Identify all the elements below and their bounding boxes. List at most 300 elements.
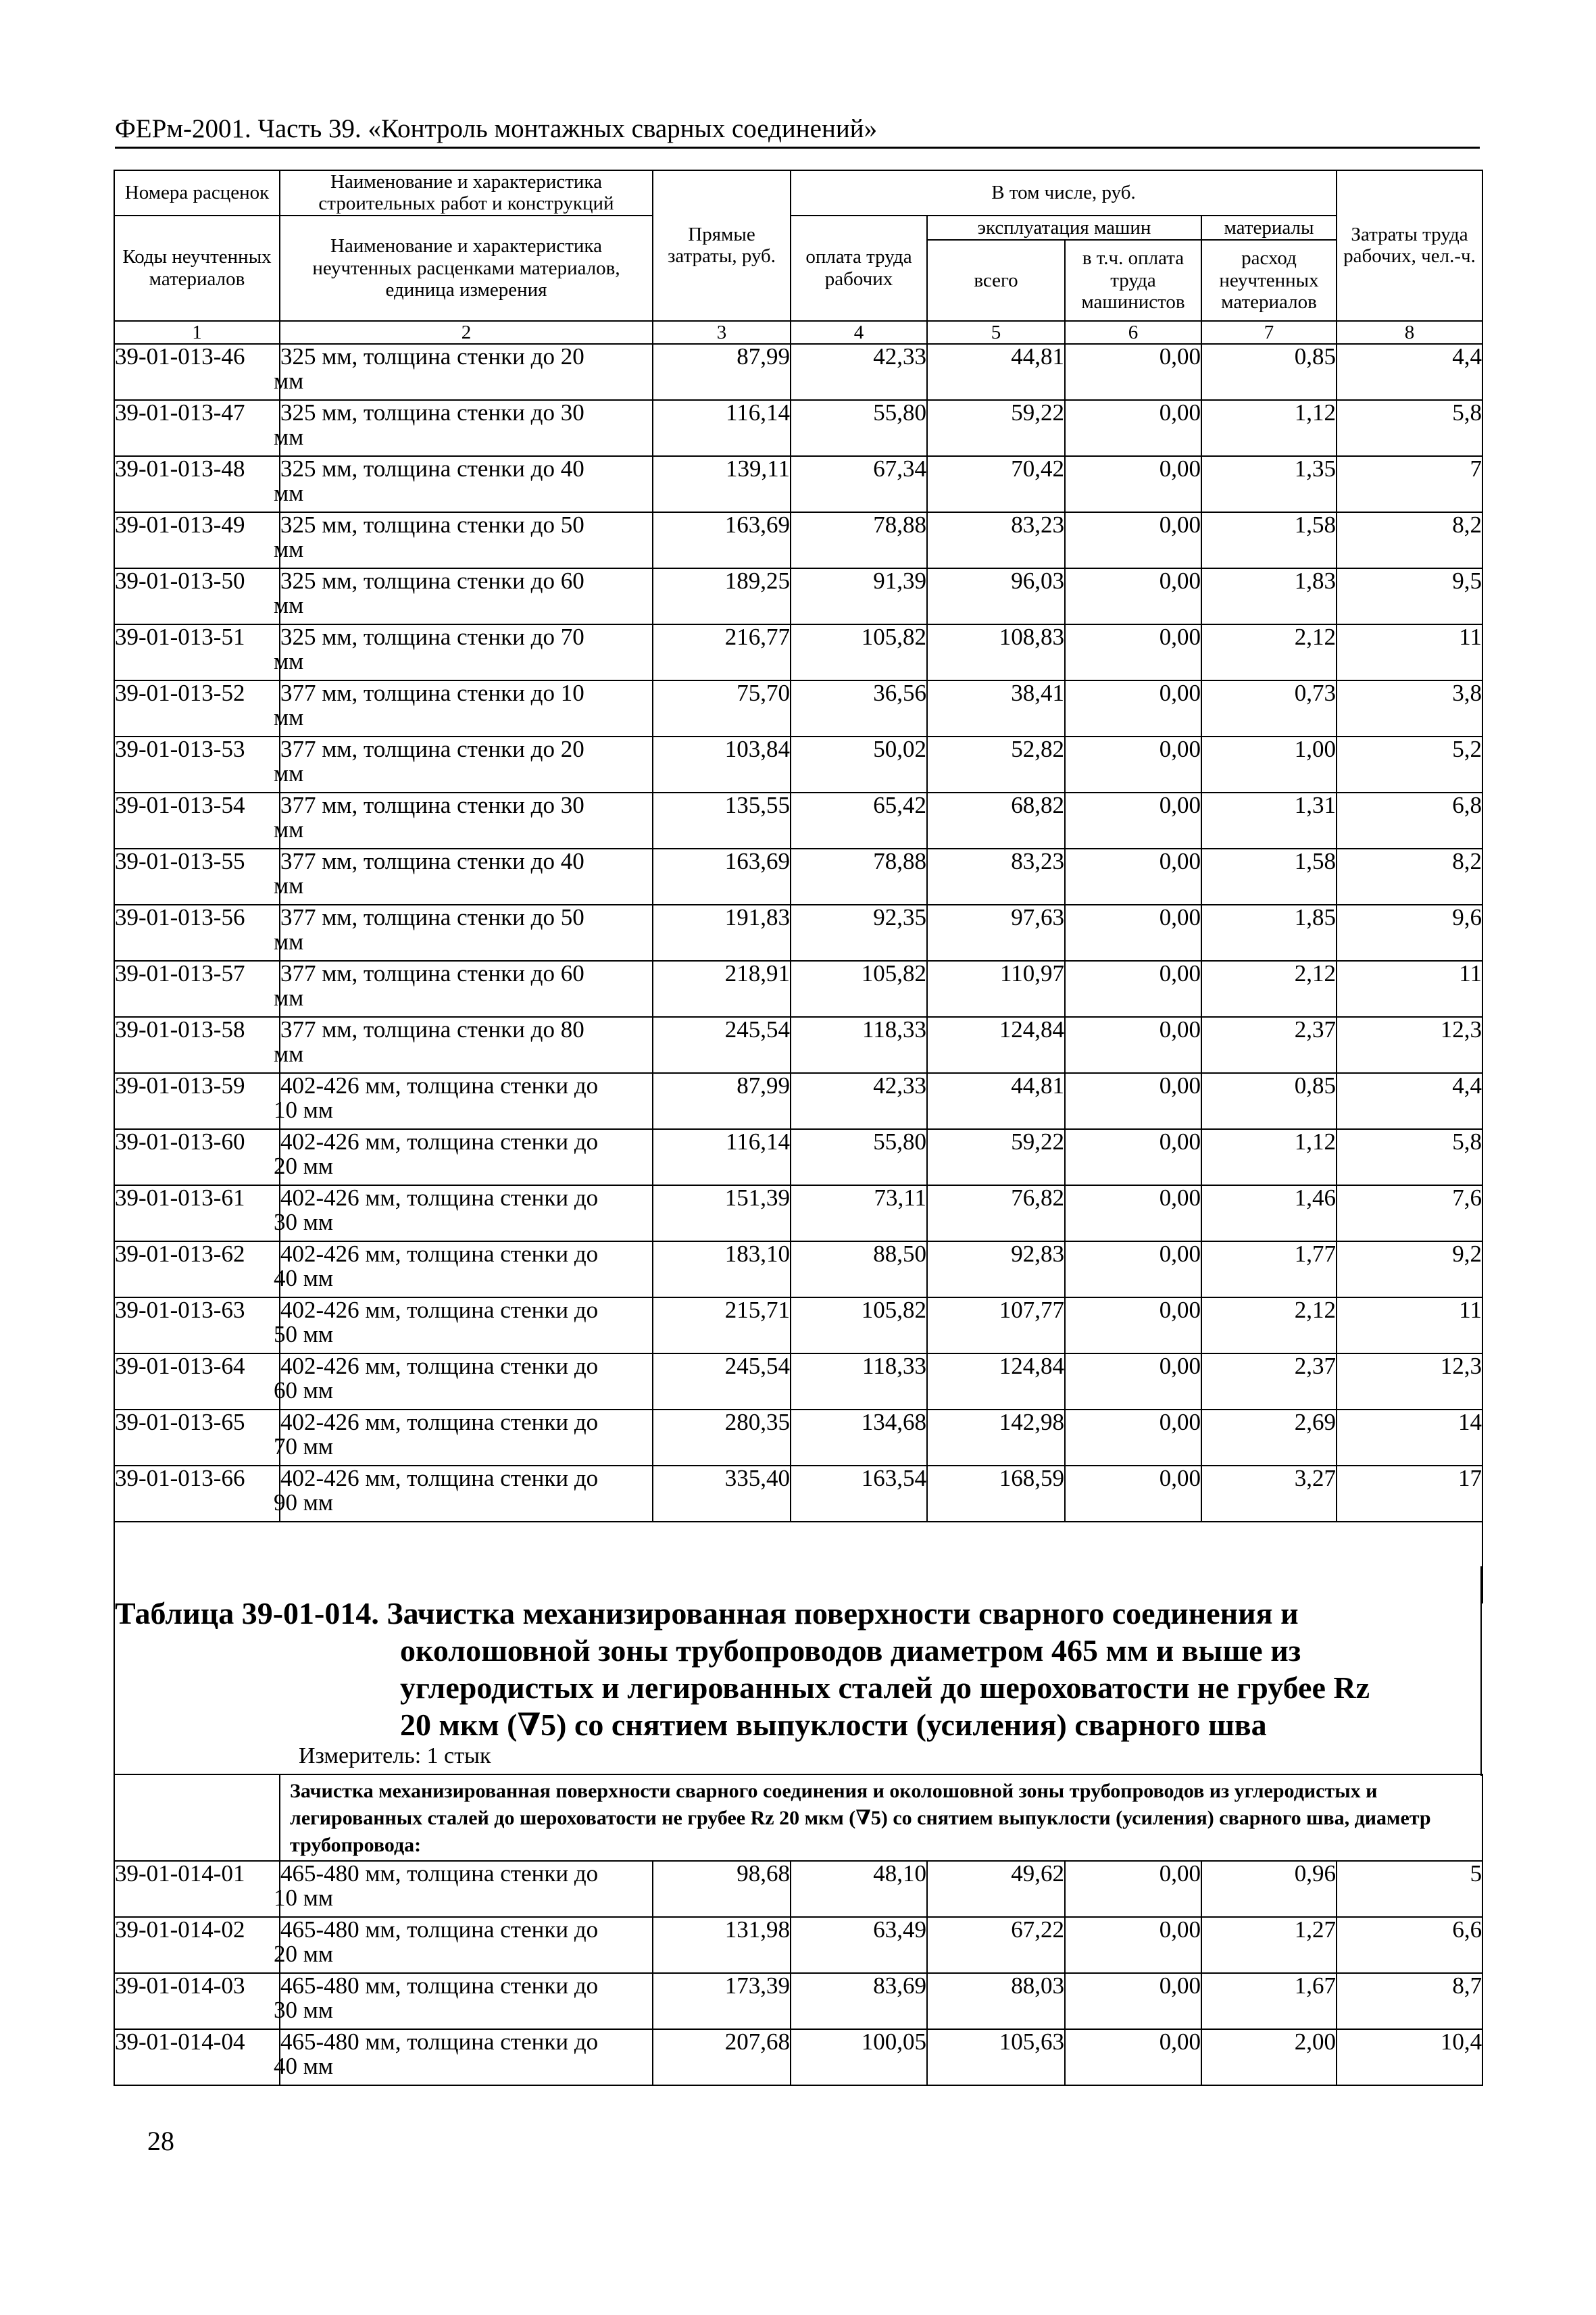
- table-row: [114, 344, 1482, 400]
- labor-hours: 11: [1337, 1297, 1482, 1353]
- col-header-direct-costs: Прямые затраты, руб.: [653, 170, 791, 321]
- table-row: [114, 568, 1482, 624]
- rate-name-line2: мм: [274, 703, 304, 730]
- machines-total: 124,84: [927, 1017, 1065, 1073]
- rate-name: [274, 567, 653, 624]
- unaccounted-materials: 1,12: [1201, 1129, 1337, 1185]
- rate-code: 39-01-013-59: [114, 1073, 280, 1129]
- rate-code: 39-01-013-56: [114, 905, 280, 961]
- rate-name-line1: 325 мм, толщина стенки до 70: [280, 623, 584, 650]
- table-row: [114, 456, 1482, 512]
- operator-pay: 0,00: [1065, 1241, 1201, 1297]
- unaccounted-materials: 2,00: [1201, 2029, 1337, 2085]
- unaccounted-materials: 1,85: [1201, 905, 1337, 961]
- direct-costs: 191,83: [653, 905, 791, 961]
- rate-name-line2: 40 мм: [274, 1264, 334, 1291]
- col-header-name-bottom: Наименование и характеристика неучтенных расценками материалов, единица измерения: [280, 216, 653, 321]
- rate-name-line2: мм: [274, 535, 304, 562]
- col-number: 3: [653, 321, 791, 344]
- rate-name-line2: 10 мм: [274, 1885, 334, 1911]
- unaccounted-materials: 2,37: [1201, 1353, 1337, 1410]
- labor-hours: 5,2: [1337, 737, 1482, 793]
- table-row: [114, 905, 1482, 961]
- table-title: [115, 1595, 1482, 1743]
- rate-name-line2: мм: [274, 479, 304, 506]
- page-number: 28: [147, 2126, 174, 2156]
- worker-pay: 83,69: [791, 1973, 927, 2029]
- table-title-line1: Зачистка механизированная поверхности сварного соединения и: [386, 1596, 1299, 1631]
- unaccounted-materials: 2,12: [1201, 1297, 1337, 1353]
- operator-pay: 0,00: [1065, 1353, 1201, 1410]
- rate-code: 39-01-013-66: [114, 1466, 280, 1522]
- worker-pay: 118,33: [791, 1353, 927, 1410]
- rate-name: [274, 1240, 653, 1297]
- labor-hours: 8,2: [1337, 849, 1482, 905]
- machines-total: 97,63: [927, 905, 1065, 961]
- direct-costs: 103,84: [653, 737, 791, 793]
- worker-pay: 67,34: [791, 456, 927, 512]
- direct-costs: 139,11: [653, 456, 791, 512]
- rate-name-line1: 402-426 мм, толщина стенки до: [280, 1352, 599, 1379]
- col-number: 7: [1201, 321, 1337, 344]
- rate-code: 39-01-013-46: [114, 344, 280, 400]
- labor-hours: 10,4: [1337, 2029, 1482, 2085]
- rate-name-line2: мм: [274, 1040, 304, 1067]
- rate-name: [274, 511, 653, 568]
- rate-name-line2: 30 мм: [274, 1208, 334, 1235]
- labor-hours: 6,8: [1337, 793, 1482, 849]
- unaccounted-materials: 1,83: [1201, 568, 1337, 624]
- machines-total: 88,03: [927, 1973, 1065, 2029]
- rate-name-line1: 377 мм, толщина стенки до 60: [280, 960, 584, 987]
- rate-name-line2: мм: [274, 367, 304, 394]
- worker-pay: 92,35: [791, 905, 927, 961]
- labor-hours: 12,3: [1337, 1353, 1482, 1410]
- rate-name: [274, 735, 653, 793]
- machines-total: 49,62: [927, 1861, 1065, 1917]
- table-row: [114, 737, 1482, 793]
- col-number: 5: [927, 321, 1065, 344]
- rate-name-line2: 60 мм: [274, 1376, 334, 1403]
- labor-hours: 9,5: [1337, 568, 1482, 624]
- worker-pay: 55,80: [791, 400, 927, 456]
- direct-costs: 75,70: [653, 680, 791, 737]
- rate-name: [274, 1916, 653, 1973]
- unaccounted-materials: 1,12: [1201, 400, 1337, 456]
- direct-costs: 163,69: [653, 512, 791, 568]
- unaccounted-materials: 2,37: [1201, 1017, 1337, 1073]
- operator-pay: 0,00: [1065, 1073, 1201, 1129]
- rate-code: 39-01-013-65: [114, 1410, 280, 1466]
- rate-name-line1: 402-426 мм, толщина стенки до: [280, 1240, 599, 1267]
- rate-name-line2: мм: [274, 928, 304, 955]
- rate-name-line1: 377 мм, толщина стенки до 80: [280, 1016, 584, 1043]
- rate-name: [274, 1128, 653, 1185]
- worker-pay: 55,80: [791, 1129, 927, 1185]
- rate-name-line2: мм: [274, 816, 304, 843]
- rate-name-line1: 377 мм, толщина стенки до 50: [280, 903, 584, 930]
- unaccounted-materials: 0,96: [1201, 1861, 1337, 1917]
- rate-name: [274, 847, 653, 905]
- col-number: 1: [114, 321, 280, 344]
- labor-hours: 8,7: [1337, 1973, 1482, 2029]
- rate-name-line1: 402-426 мм, толщина стенки до: [280, 1296, 599, 1323]
- machines-total: 76,82: [927, 1185, 1065, 1241]
- table-row: [114, 1861, 1482, 1917]
- rate-name: [274, 903, 653, 961]
- rates-table-013: [114, 170, 1483, 1603]
- col-header-machines-total: всего: [927, 240, 1065, 321]
- rate-name-line1: 325 мм, толщина стенки до 20: [280, 343, 584, 370]
- col-number: 6: [1065, 321, 1201, 344]
- measure-unit: Измеритель: 1 стык: [299, 1743, 491, 1768]
- operator-pay: 0,00: [1065, 624, 1201, 680]
- table-row: [114, 1973, 1482, 2029]
- col-header-codes-bottom: Коды неучтенных материалов: [114, 216, 280, 321]
- unaccounted-materials: 1,67: [1201, 1973, 1337, 2029]
- machines-total: 67,22: [927, 1917, 1065, 1973]
- labor-hours: 8,2: [1337, 512, 1482, 568]
- labor-hours: 5,8: [1337, 400, 1482, 456]
- worker-pay: 78,88: [791, 849, 927, 905]
- worker-pay: 163,54: [791, 1466, 927, 1522]
- table-tail-space: [114, 1522, 1482, 1603]
- direct-costs: 207,68: [653, 2029, 791, 2085]
- rate-name-line1: 325 мм, толщина стенки до 30: [280, 399, 584, 426]
- col-header-operator-pay: в т.ч. оплата труда машинистов: [1065, 240, 1201, 321]
- rate-code: 39-01-013-51: [114, 624, 280, 680]
- rate-code: 39-01-013-60: [114, 1129, 280, 1185]
- rate-name-line1: 465-480 мм, толщина стенки до: [280, 1972, 599, 1999]
- worker-pay: 36,56: [791, 680, 927, 737]
- machines-total: 168,59: [927, 1466, 1065, 1522]
- direct-costs: 151,39: [653, 1185, 791, 1241]
- operator-pay: 0,00: [1065, 2029, 1201, 2085]
- direct-costs: 183,10: [653, 1241, 791, 1297]
- direct-costs: 245,54: [653, 1353, 791, 1410]
- col-number: 8: [1337, 321, 1482, 344]
- machines-total: 44,81: [927, 1073, 1065, 1129]
- rate-name: [274, 455, 653, 512]
- machines-total: 124,84: [927, 1353, 1065, 1410]
- rate-name: [274, 1072, 653, 1129]
- table-row: [114, 1410, 1482, 1466]
- direct-costs: 116,14: [653, 1129, 791, 1185]
- table-row: [114, 1917, 1482, 1973]
- unaccounted-materials: 1,27: [1201, 1917, 1337, 1973]
- rate-name-line2: 70 мм: [274, 1433, 334, 1460]
- direct-costs: 87,99: [653, 1073, 791, 1129]
- unaccounted-materials: 1,58: [1201, 512, 1337, 568]
- rate-name-line2: мм: [274, 591, 304, 618]
- rate-code: 39-01-013-52: [114, 680, 280, 737]
- rate-name-line1: 465-480 мм, толщина стенки до: [280, 1916, 599, 1943]
- rate-name-line2: 50 мм: [274, 1320, 334, 1347]
- direct-costs: 116,14: [653, 400, 791, 456]
- table-row: [114, 400, 1482, 456]
- machines-total: 52,82: [927, 737, 1065, 793]
- worker-pay: 73,11: [791, 1185, 927, 1241]
- worker-pay: 105,82: [791, 1297, 927, 1353]
- rate-name-line1: 377 мм, толщина стенки до 20: [280, 735, 584, 762]
- direct-costs: 173,39: [653, 1973, 791, 2029]
- operator-pay: 0,00: [1065, 1917, 1201, 1973]
- col-header-worker-pay: оплата труда рабочих: [791, 216, 927, 321]
- operator-pay: 0,00: [1065, 793, 1201, 849]
- col-header-materials: материалы: [1201, 216, 1337, 240]
- table-row: [114, 961, 1482, 1017]
- rate-name-line1: 325 мм, толщина стенки до 60: [280, 567, 584, 594]
- rate-code: 39-01-013-55: [114, 849, 280, 905]
- col-header-unaccounted-materials: расход неучтенных материалов: [1201, 240, 1337, 321]
- table-row: [114, 1466, 1482, 1522]
- rate-name-line1: 402-426 мм, толщина стенки до: [280, 1408, 599, 1435]
- labor-hours: 7,6: [1337, 1185, 1482, 1241]
- rate-code: 39-01-013-57: [114, 961, 280, 1017]
- rate-code: 39-01-013-62: [114, 1241, 280, 1297]
- unaccounted-materials: 2,12: [1201, 624, 1337, 680]
- machines-total: 70,42: [927, 456, 1065, 512]
- machines-total: 96,03: [927, 568, 1065, 624]
- table-row: [114, 680, 1482, 737]
- unaccounted-materials: 1,46: [1201, 1185, 1337, 1241]
- labor-hours: 4,4: [1337, 344, 1482, 400]
- operator-pay: 0,00: [1065, 680, 1201, 737]
- machines-total: 92,83: [927, 1241, 1065, 1297]
- rate-name: [274, 679, 653, 737]
- rate-code: 39-01-013-61: [114, 1185, 280, 1241]
- table-row: [114, 1353, 1482, 1410]
- operator-pay: 0,00: [1065, 1466, 1201, 1522]
- table-row: [114, 1017, 1482, 1073]
- machines-total: 68,82: [927, 793, 1065, 849]
- machines-total: 83,23: [927, 849, 1065, 905]
- column-numbers-row: [114, 321, 1482, 344]
- worker-pay: 105,82: [791, 624, 927, 680]
- rate-name: [274, 1408, 653, 1466]
- rate-code: 39-01-014-01: [114, 1861, 280, 1917]
- operator-pay: 0,00: [1065, 1129, 1201, 1185]
- worker-pay: 134,68: [791, 1410, 927, 1466]
- rates-table-014: [114, 1774, 1483, 2086]
- direct-costs: 215,71: [653, 1297, 791, 1353]
- worker-pay: 105,82: [791, 961, 927, 1017]
- worker-pay: 100,05: [791, 2029, 927, 2085]
- worker-pay: 50,02: [791, 737, 927, 793]
- rate-code: 39-01-013-63: [114, 1297, 280, 1353]
- direct-costs: 98,68: [653, 1861, 791, 1917]
- table-title-number: Таблица 39-01-014.: [115, 1596, 379, 1631]
- machines-total: 107,77: [927, 1297, 1065, 1353]
- machines-total: 105,63: [927, 2029, 1065, 2085]
- operator-pay: 0,00: [1065, 737, 1201, 793]
- rate-name-line1: 402-426 мм, толщина стенки до: [280, 1128, 599, 1155]
- machines-total: 83,23: [927, 512, 1065, 568]
- labor-hours: 17: [1337, 1466, 1482, 1522]
- rate-name: [274, 1464, 653, 1522]
- direct-costs: 218,91: [653, 961, 791, 1017]
- rate-name-line2: 20 мм: [274, 1941, 334, 1967]
- rate-code: 39-01-013-54: [114, 793, 280, 849]
- table-row: [114, 512, 1482, 568]
- rate-name: [274, 623, 653, 680]
- col-header-name-top: Наименование и характеристика строительных работ и конструкций: [280, 170, 653, 216]
- rate-code: 39-01-013-47: [114, 400, 280, 456]
- rate-name-line1: 402-426 мм, толщина стенки до: [280, 1184, 599, 1211]
- operator-pay: 0,00: [1065, 344, 1201, 400]
- table-row: [114, 2029, 1482, 2085]
- rate-name-line1: 377 мм, толщина стенки до 10: [280, 679, 584, 706]
- operator-pay: 0,00: [1065, 456, 1201, 512]
- table-row: [114, 849, 1482, 905]
- rate-name: [274, 791, 653, 849]
- rate-code: 39-01-013-53: [114, 737, 280, 793]
- rate-name-line1: 377 мм, толщина стенки до 40: [280, 847, 584, 874]
- rate-name-line2: мм: [274, 760, 304, 787]
- operator-pay: 0,00: [1065, 1017, 1201, 1073]
- rate-name-line2: 20 мм: [274, 1152, 334, 1179]
- unaccounted-materials: 3,27: [1201, 1466, 1337, 1522]
- rate-name-line2: мм: [274, 872, 304, 899]
- rate-name: [274, 343, 653, 400]
- col-header-codes-top: Номера расценок: [114, 170, 280, 216]
- rate-name: [274, 1860, 653, 1917]
- direct-costs: 335,40: [653, 1466, 791, 1522]
- unaccounted-materials: 0,73: [1201, 680, 1337, 737]
- worker-pay: 48,10: [791, 1861, 927, 1917]
- direct-costs: 131,98: [653, 1917, 791, 1973]
- rate-name: [274, 960, 653, 1017]
- table-row: [114, 1073, 1482, 1129]
- unaccounted-materials: 2,69: [1201, 1410, 1337, 1466]
- labor-hours: 9,2: [1337, 1241, 1482, 1297]
- table-title-line2: околошовной зоны трубопроводов диаметром 465 мм и выше из: [400, 1633, 1301, 1668]
- rate-code: 39-01-013-48: [114, 456, 280, 512]
- table-title-line3: углеродистых и легированных сталей до шероховатости не грубее Rz: [400, 1670, 1370, 1705]
- machines-total: 108,83: [927, 624, 1065, 680]
- rate-name-line1: 465-480 мм, толщина стенки до: [280, 1860, 599, 1887]
- operator-pay: 0,00: [1065, 905, 1201, 961]
- labor-hours: 4,4: [1337, 1073, 1482, 1129]
- rate-name: [274, 2028, 653, 2085]
- machines-total: 38,41: [927, 680, 1065, 737]
- unaccounted-materials: 1,58: [1201, 849, 1337, 905]
- direct-costs: 163,69: [653, 849, 791, 905]
- rate-name: [274, 1016, 653, 1073]
- rate-name: [274, 399, 653, 456]
- rate-name-line1: 325 мм, толщина стенки до 50: [280, 511, 584, 538]
- rate-code: 39-01-013-50: [114, 568, 280, 624]
- labor-hours: 14: [1337, 1410, 1482, 1466]
- worker-pay: 91,39: [791, 568, 927, 624]
- rate-name: [274, 1184, 653, 1241]
- table-row: [114, 1241, 1482, 1297]
- machines-total: 59,22: [927, 1129, 1065, 1185]
- operator-pay: 0,00: [1065, 1410, 1201, 1466]
- worker-pay: 63,49: [791, 1917, 927, 1973]
- rate-code: 39-01-014-04: [114, 2029, 280, 2085]
- rate-name-line2: 90 мм: [274, 1489, 334, 1516]
- rate-name: [274, 1972, 653, 2029]
- col-header-labor: Затраты труда рабочих, чел.-ч.: [1337, 170, 1482, 321]
- unaccounted-materials: 1,35: [1201, 456, 1337, 512]
- unaccounted-materials: 1,00: [1201, 737, 1337, 793]
- rate-name-line2: 30 мм: [274, 1997, 334, 2023]
- operator-pay: 0,00: [1065, 400, 1201, 456]
- direct-costs: 280,35: [653, 1410, 791, 1466]
- rate-name-line2: мм: [274, 423, 304, 450]
- rate-code: 39-01-013-49: [114, 512, 280, 568]
- operator-pay: 0,00: [1065, 568, 1201, 624]
- worker-pay: 78,88: [791, 512, 927, 568]
- rate-name: [274, 1352, 653, 1410]
- rate-code: 39-01-013-58: [114, 1017, 280, 1073]
- operator-pay: 0,00: [1065, 849, 1201, 905]
- machines-total: 44,81: [927, 344, 1065, 400]
- unaccounted-materials: 1,77: [1201, 1241, 1337, 1297]
- rate-code: 39-01-013-64: [114, 1353, 280, 1410]
- running-header: ФЕРм-2001. Часть 39. «Контроль монтажных сварных соединений»: [115, 114, 1480, 149]
- unaccounted-materials: 0,85: [1201, 1073, 1337, 1129]
- rate-name: [274, 1296, 653, 1353]
- col-number: 2: [280, 321, 653, 344]
- operator-pay: 0,00: [1065, 512, 1201, 568]
- table-row: [114, 1297, 1482, 1353]
- worker-pay: 42,33: [791, 344, 927, 400]
- operator-pay: 0,00: [1065, 1973, 1201, 2029]
- labor-hours: 12,3: [1337, 1017, 1482, 1073]
- rate-name-line1: 402-426 мм, толщина стенки до: [280, 1464, 599, 1491]
- labor-hours: 7: [1337, 456, 1482, 512]
- worker-pay: 88,50: [791, 1241, 927, 1297]
- unaccounted-materials: 1,31: [1201, 793, 1337, 849]
- section-description: Зачистка механизированная поверхности сварного соединения и околошовной зоны трубопроводов из углеродистых и легированных сталей до шероховатости не грубее Rz 20 мкм (∇5) со снятием выпуклости (усиления) сварного шва, диаметр трубопровода:: [280, 1774, 1482, 1861]
- machines-total: 59,22: [927, 400, 1065, 456]
- direct-costs: 216,77: [653, 624, 791, 680]
- machines-total: 110,97: [927, 961, 1065, 1017]
- labor-hours: 6,6: [1337, 1917, 1482, 1973]
- rate-name-line1: 465-480 мм, толщина стенки до: [280, 2028, 599, 2055]
- rate-code: 39-01-014-03: [114, 1973, 280, 2029]
- operator-pay: 0,00: [1065, 1861, 1201, 1917]
- labor-hours: 3,8: [1337, 680, 1482, 737]
- direct-costs: 245,54: [653, 1017, 791, 1073]
- rate-name-line1: 377 мм, толщина стенки до 30: [280, 791, 584, 818]
- unaccounted-materials: 0,85: [1201, 344, 1337, 400]
- worker-pay: 42,33: [791, 1073, 927, 1129]
- table-row: [114, 1129, 1482, 1185]
- labor-hours: 11: [1337, 961, 1482, 1017]
- rate-name-line1: 402-426 мм, толщина стенки до: [280, 1072, 599, 1099]
- rate-code: 39-01-014-02: [114, 1917, 280, 1973]
- direct-costs: 135,55: [653, 793, 791, 849]
- operator-pay: 0,00: [1065, 1297, 1201, 1353]
- table-row: [114, 1185, 1482, 1241]
- col-number: 4: [791, 321, 927, 344]
- rate-name-line2: мм: [274, 647, 304, 674]
- col-header-machines: эксплуатация машин: [927, 216, 1201, 240]
- direct-costs: 87,99: [653, 344, 791, 400]
- table-title-line4: 20 мкм (∇5) со снятием выпуклости (усиления) сварного шва: [400, 1708, 1267, 1742]
- worker-pay: 65,42: [791, 793, 927, 849]
- rate-name-line1: 325 мм, толщина стенки до 40: [280, 455, 584, 482]
- operator-pay: 0,00: [1065, 1185, 1201, 1241]
- labor-hours: 11: [1337, 624, 1482, 680]
- machines-total: 142,98: [927, 1410, 1065, 1466]
- labor-hours: 9,6: [1337, 905, 1482, 961]
- col-header-including: В том числе, руб.: [791, 170, 1337, 216]
- direct-costs: 189,25: [653, 568, 791, 624]
